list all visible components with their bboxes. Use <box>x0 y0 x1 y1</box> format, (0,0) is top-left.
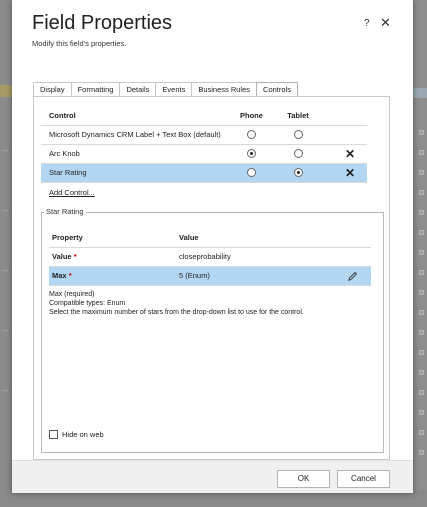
phone-column-header: Phone <box>240 111 263 120</box>
control-name: Star Rating <box>49 168 87 177</box>
ok-button[interactable]: OK <box>277 470 330 488</box>
background-checkbox <box>419 330 424 335</box>
background-checkbox <box>419 190 424 195</box>
tablet-column-header: Tablet <box>287 111 309 120</box>
group-legend: Star Rating <box>46 207 84 216</box>
property-value: closeprobability <box>179 252 231 261</box>
background-checkbox <box>419 210 424 215</box>
tab-bar <box>33 82 297 97</box>
dialog-footer <box>12 460 413 493</box>
control-row-arc-knob[interactable] <box>41 145 367 164</box>
control-name: Microsoft Dynamics CRM Label + Text Box (default) <box>49 130 221 139</box>
background-checkbox <box>419 170 424 175</box>
properties-table <box>49 229 371 286</box>
background-divider <box>2 330 9 331</box>
tab-formatting[interactable]: Formatting <box>71 82 121 97</box>
tab-display[interactable]: Display <box>33 82 72 97</box>
tab-events[interactable]: Events <box>155 82 192 97</box>
cancel-button[interactable]: Cancel <box>337 470 390 488</box>
background-divider <box>2 210 9 211</box>
close-icon[interactable]: ✕ <box>380 15 391 30</box>
property-row-value[interactable] <box>49 248 371 267</box>
background-checkbox <box>419 350 424 355</box>
background-checkbox <box>419 370 424 375</box>
hide-on-web-checkbox[interactable] <box>49 430 58 439</box>
description-line: Select the maximum number of stars from the drop-down list to use for the control. <box>49 309 304 316</box>
background-divider <box>2 270 9 271</box>
description-line: Max (required) <box>49 291 95 298</box>
tab-controls[interactable]: Controls <box>256 82 298 98</box>
properties-table-header <box>49 229 371 248</box>
control-row-default[interactable] <box>41 126 367 145</box>
tab-business-rules[interactable]: Business Rules <box>191 82 257 97</box>
phone-radio[interactable] <box>247 168 256 177</box>
control-column-header: Control <box>49 111 76 120</box>
background-checkbox <box>419 230 424 235</box>
tablet-radio[interactable] <box>294 168 303 177</box>
dialog-subtitle: Modify this field's properties. <box>32 39 127 48</box>
background-checkbox <box>419 310 424 315</box>
property-description <box>49 290 304 317</box>
background-checkbox <box>419 250 424 255</box>
background-checkbox <box>419 290 424 295</box>
remove-control-icon[interactable]: ✕ <box>344 147 356 161</box>
required-marker: * <box>73 252 77 261</box>
help-button[interactable]: ? <box>364 18 370 29</box>
description-line: Compatible types: Enum <box>49 300 126 307</box>
controls-table <box>41 107 367 183</box>
property-name: Max <box>52 271 67 280</box>
background-checkbox <box>419 270 424 275</box>
remove-control-icon[interactable]: ✕ <box>344 166 356 180</box>
pencil-icon[interactable] <box>345 267 359 289</box>
property-row-max[interactable] <box>49 267 371 286</box>
controls-tab-panel <box>33 96 390 460</box>
field-properties-dialog <box>12 0 413 493</box>
tablet-radio[interactable] <box>294 130 303 139</box>
star-rating-properties-group <box>41 207 384 453</box>
dialog-title: Field Properties <box>32 12 173 34</box>
controls-table-header <box>41 107 367 126</box>
background-checkbox <box>419 390 424 395</box>
phone-radio[interactable] <box>247 149 256 158</box>
background-checkbox <box>419 410 424 415</box>
phone-radio[interactable] <box>247 130 256 139</box>
background-left-bar <box>0 85 12 97</box>
add-control-link[interactable]: Add Control... <box>49 188 95 197</box>
background-page-left <box>0 0 12 507</box>
background-checkbox <box>419 450 424 455</box>
background-checkbox <box>419 130 424 135</box>
tablet-radio[interactable] <box>294 149 303 158</box>
background-divider <box>2 390 9 391</box>
hide-on-web-option <box>49 430 104 439</box>
background-divider <box>2 150 9 151</box>
hide-on-web-label: Hide on web <box>62 430 104 439</box>
property-column-header: Property <box>52 233 83 242</box>
property-value: 5 (Enum) <box>179 271 210 280</box>
required-marker: * <box>68 271 72 280</box>
background-checkbox <box>419 150 424 155</box>
value-column-header: Value <box>179 233 199 242</box>
background-checkbox <box>419 430 424 435</box>
control-name: Arc Knob <box>49 149 80 158</box>
control-row-star-rating[interactable] <box>41 164 367 183</box>
tab-details[interactable]: Details <box>119 82 156 97</box>
property-name: Value <box>52 252 72 261</box>
